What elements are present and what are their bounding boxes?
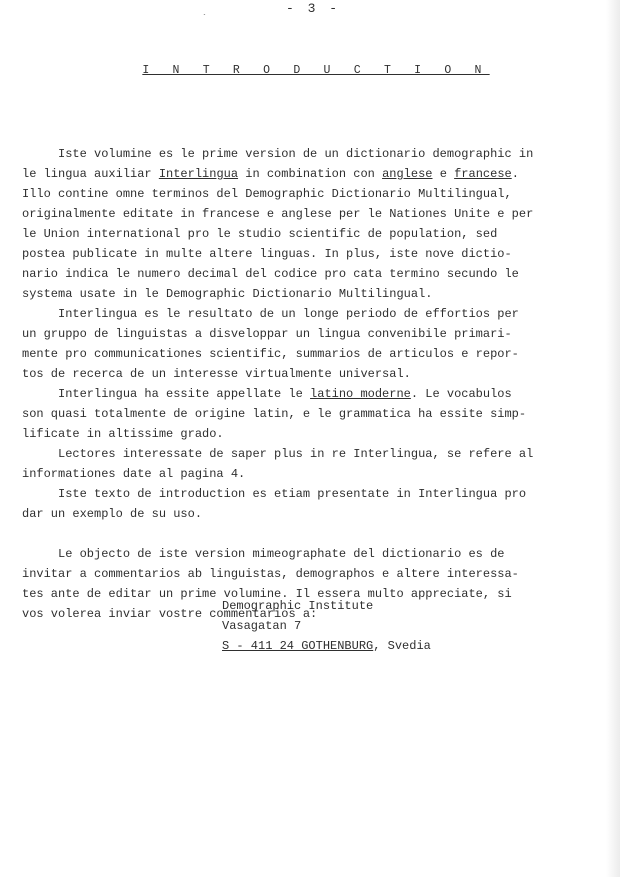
text-span: tes ante de editar un prime volumine. Il essera multo appreciate, si [22, 587, 512, 601]
text-span: vos volerea inviar vostre commentarios a: [22, 607, 318, 621]
text-line [22, 304, 602, 324]
text-span: in combination con [238, 167, 383, 181]
page-number: - 3 - [285, 1, 340, 16]
text-line [22, 264, 602, 284]
scan-edge-shadow [606, 0, 620, 877]
text-line [22, 164, 602, 184]
text-span: invitar a commentarios ab linguistas, demographos e altere interessa- [22, 567, 519, 581]
text-line [22, 444, 602, 464]
text-line [22, 204, 602, 224]
text-line [22, 564, 602, 584]
text-span: systema usate in le Demographic Dictionario Multilingual. [22, 287, 433, 301]
underlined-text: anglese [382, 167, 433, 181]
text-line [222, 616, 431, 636]
text-line [22, 324, 602, 344]
text-span: lificate in altissime grado. [22, 427, 224, 441]
underlined-text: Interlingua [158, 167, 239, 181]
paragraph [22, 304, 602, 384]
text-line [22, 224, 602, 244]
text-span: son quasi totalmente de origine latin, e le grammatica ha essite simp- [22, 407, 527, 421]
text-line [222, 636, 431, 656]
text-line [22, 504, 602, 524]
text-span: e [432, 167, 455, 181]
text-line [22, 344, 602, 364]
text-span: mente pro communicationes scientific, summarios de articulos e repor- [22, 347, 519, 361]
text-span: Interlingua ha essite appellate le [22, 387, 311, 401]
text-line [22, 184, 602, 204]
text-line [22, 464, 602, 484]
paragraph [22, 444, 602, 484]
text-line [222, 596, 431, 616]
text-span: informationes date al pagina 4. [22, 467, 246, 481]
text-line [22, 544, 602, 564]
text-line [22, 144, 602, 164]
text-span: un gruppo de linguistas a disveloppar un lingua convenibile primari- [22, 327, 512, 341]
text-span: Demographic Institute [222, 599, 374, 613]
margin-mark: ` [202, 14, 207, 23]
text-span: postea publicate in multe altere linguas. In plus, iste nove dictio- [22, 247, 512, 261]
text-span: Illo contine omne terminos del Demographic Dictionario Multilingual, [22, 187, 512, 201]
paragraph [22, 144, 602, 304]
text-span: Le objecto de iste version mimeographate del dictionario es de [22, 547, 505, 561]
text-line [22, 284, 602, 304]
text-span: le lingua auxiliar [22, 167, 159, 181]
text-span: Interlingua es le resultato de un longe periodo de effortios per [22, 307, 519, 321]
text-line [22, 244, 602, 264]
text-span: le Union international pro le studio scientific de population, sed [22, 227, 498, 241]
paragraph [22, 384, 602, 444]
address-block [222, 596, 431, 656]
text-line [22, 484, 602, 504]
text-line [22, 424, 602, 444]
text-span: Iste volumine es le prime version de un dictionario demographic in [22, 147, 534, 161]
underlined-text: S - 411 24 GOTHENBURG [222, 639, 374, 653]
text-span: . Le vocabulos [410, 387, 512, 401]
body-text [22, 144, 602, 624]
underlined-text: latino moderne [310, 387, 411, 401]
text-span: nario indica le numero decimal del codice pro cata termino secundo le [22, 267, 519, 281]
page-title: I N T R O D U C T I O N [142, 64, 490, 77]
text-span: dar un exemplo de su uso. [22, 507, 203, 521]
text-span: . [511, 167, 519, 181]
text-span: Lectores interessate de saper plus in re Interlingua, se refere al [22, 447, 534, 461]
text-span: Vasagatan 7 [222, 619, 302, 633]
text-span: tos de recerca de un interesse virtualmente universal. [22, 367, 411, 381]
paragraph [22, 484, 602, 524]
text-line [22, 364, 602, 384]
underlined-text: francese [454, 167, 512, 181]
text-span: , Svedia [373, 639, 431, 653]
text-span: Iste texto de introduction es etiam presentate in Interlingua pro [22, 487, 527, 501]
text-line [22, 404, 602, 424]
text-span: originalmente editate in francese e anglese per le Nationes Unite e per [22, 207, 534, 221]
text-line [22, 384, 602, 404]
